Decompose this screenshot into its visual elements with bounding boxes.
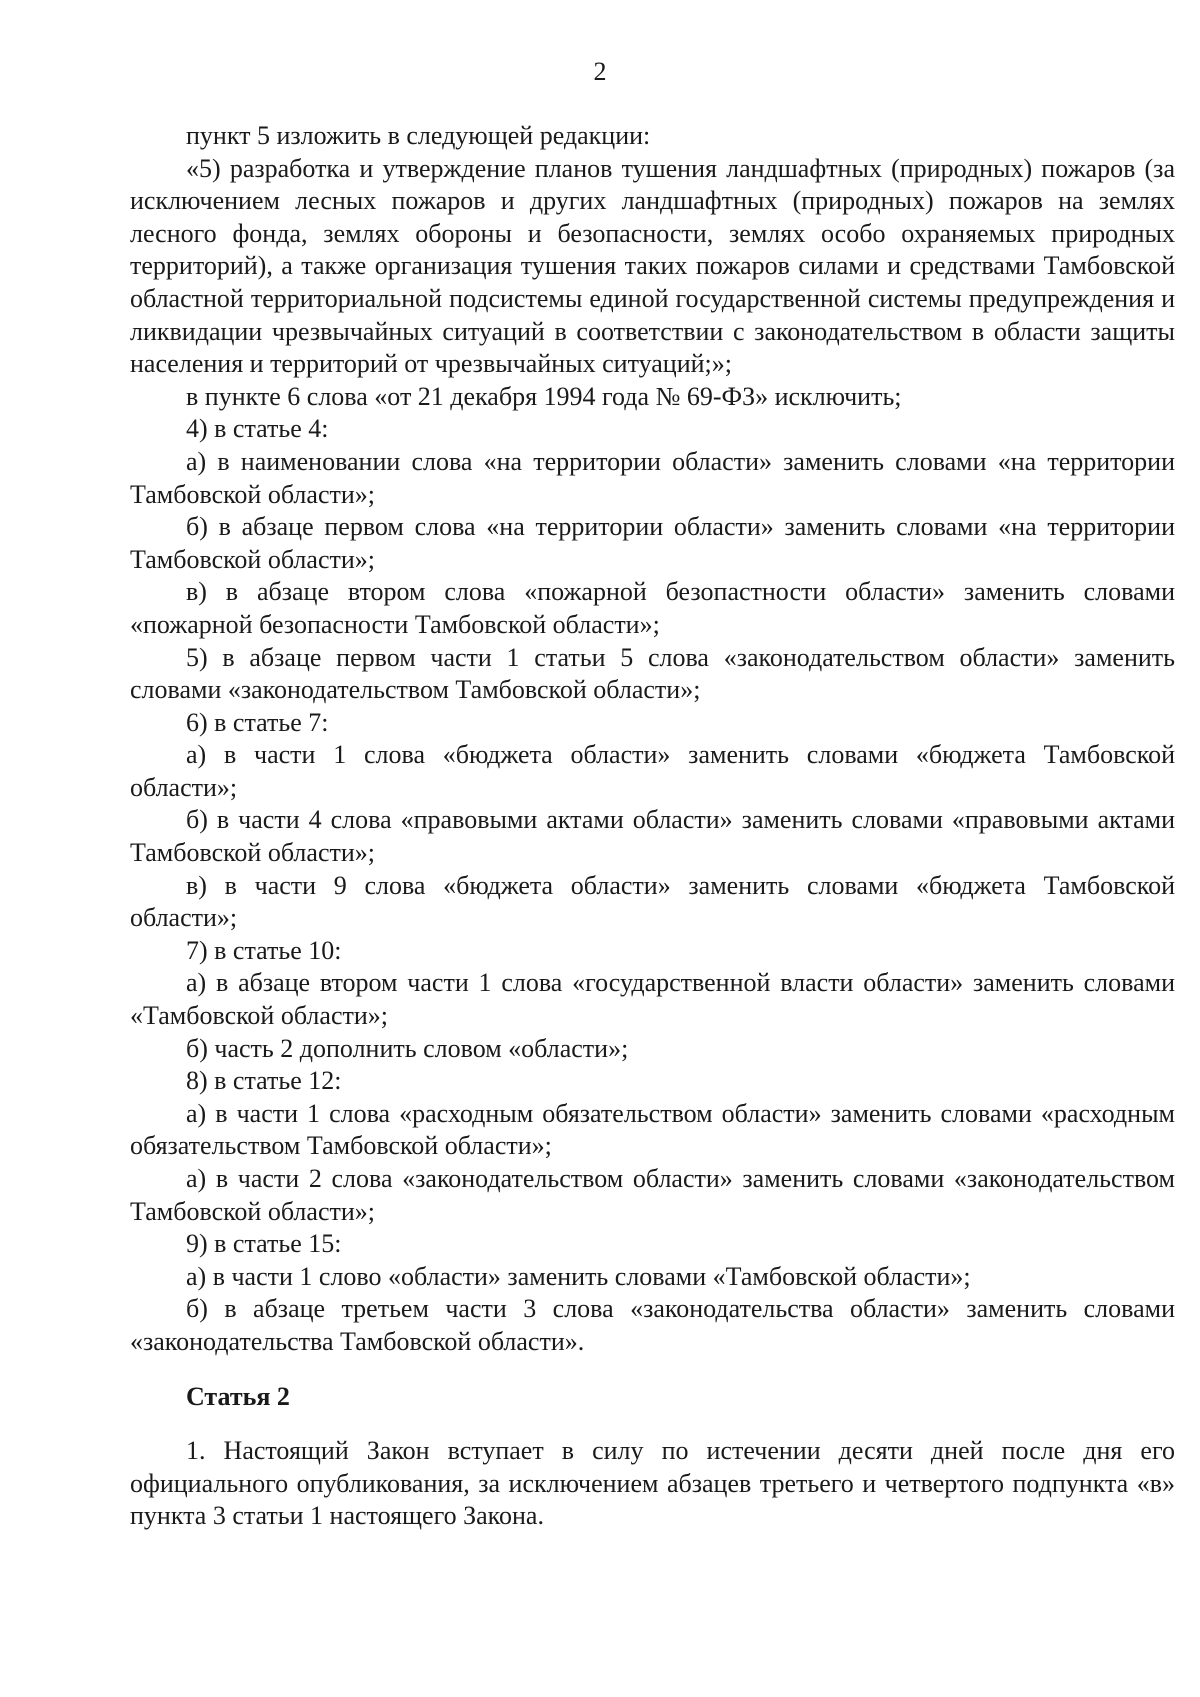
paragraph: б) в абзаце первом слова «на территории области» заменить словами «на территории Тамбовской области»;: [130, 512, 1175, 574]
paragraph: в) в части 9 слова «бюджета области» заменить словами «бюджета Тамбовской области»;: [130, 870, 1175, 933]
paragraph: б) в абзаце третьем части 3 слова «законодательства области» заменить словами «законодательства Тамбовской области».: [130, 1294, 1175, 1356]
paragraph: в пункте 6 слова «от 21 декабря 1994 года № 69-ФЗ» исключить;: [186, 381, 902, 411]
paragraph: 1. Настоящий Закон вступает в силу по истечении десяти дней после дня его официального опубликования, за исключением абзацев третьего и четвертого подпункта «в» пункта 3 статьи 1 настоящего Закона.: [130, 1436, 1175, 1531]
paragraph: 7) в статье 10:: [186, 935, 342, 965]
paragraph: 9) в статье 15:: [186, 1229, 342, 1259]
document-body: [130, 120, 1175, 1533]
paragraph: а) в наименовании слова «на территории области» заменить словами «на территории Тамбовской области»;: [130, 446, 1175, 509]
paragraph: а) в части 2 слова «законодательством области» заменить словами «законодательством Тамбовской области»;: [130, 1164, 1175, 1226]
paragraph: а) в части 1 слова «расходным обязательством области» заменить словами «расходным обязательством Тамбовской области»;: [130, 1098, 1175, 1161]
paragraph: а) в абзаце втором части 1 слова «государственной власти области» заменить словами «Тамбовской области»;: [130, 968, 1175, 1031]
paragraph: 4) в статье 4:: [186, 414, 329, 444]
page-number: 2: [593, 57, 607, 86]
article-heading: Статья 2: [186, 1381, 290, 1411]
paragraph: б) в части 4 слова «правовыми актами области» заменить словами «правовыми актами Тамбовской области»;: [130, 805, 1175, 868]
paragraph: б) часть 2 дополнить словом «области»;: [186, 1033, 629, 1063]
paragraph: 8) в статье 12:: [186, 1066, 342, 1096]
paragraph: 6) в статье 7:: [186, 707, 329, 737]
paragraph: пункт 5 изложить в следующей редакции:: [186, 121, 651, 150]
paragraph: а) в части 1 слова «бюджета области» заменить словами «бюджета Тамбовской области»;: [130, 740, 1175, 802]
paragraph: «5) разработка и утверждение планов тушения ландшафтных (природных) пожаров (за исключением лесных пожаров и других ландшафтных (природных) пожаров на землях лесного фонда, землях обороны и безопасности, землях особо охраняемых природных территорий), а также организация тушения таких пожаров силами и средствами Тамбовской областной территориальной подсистемы единой государственной системы предупреждения и ликвидации чрезвычайных ситуаций в соответствии с законодательством в области защиты населения и территорий от чрезвычайных ситуаций;»;: [130, 153, 1175, 379]
paragraph: а) в части 1 слово «области» заменить словами «Тамбовской области»;: [186, 1261, 971, 1291]
paragraph: 5) в абзаце первом части 1 статьи 5 слова «законодательством области» заменить словами «законодательством Тамбовской области»;: [130, 642, 1175, 705]
paragraph: в) в абзаце втором слова «пожарной безопастности области» заменить словами «пожарной безопасности Тамбовской области»;: [130, 577, 1175, 639]
